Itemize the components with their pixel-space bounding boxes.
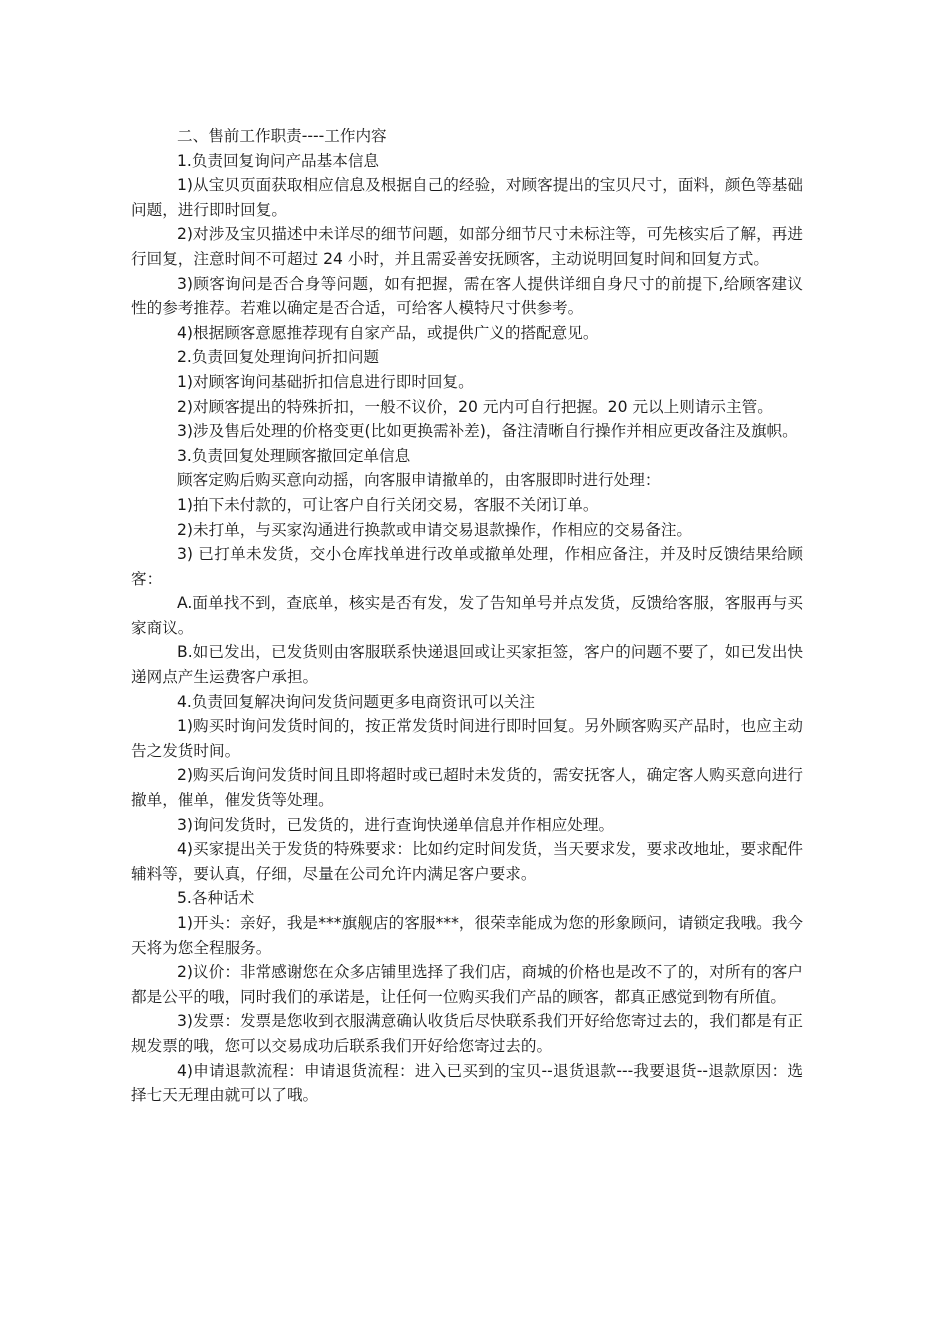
subsection-heading: 1.负责回复询问产品基本信息	[177, 151, 380, 170]
paragraph: 2)对涉及宝贝描述中未详尽的细节问题，如部分细节尺寸未标注等，可先核实后了解，再进行回复，注意时间不可超过 24 小时，并且需妥善安抚顾客，主动说明回复时间和回复方式。	[131, 225, 803, 268]
paragraph: 1)对顾客询问基础折扣信息进行即时回复。	[177, 372, 474, 391]
subsection-heading: 5.各种话术	[177, 889, 255, 908]
paragraph: 1)开头：亲好，我是***旗舰店的客服***，很荣幸能成为您的形象顾问，请锁定我哦。我今天将为您全程服务。	[131, 914, 803, 957]
paragraph: 4)买家提出关于发货的特殊要求：比如约定时间发货，当天要求发，要求改地址，要求配件辅料等，要认真，仔细，尽量在公司允许内满足客户要求。	[131, 840, 803, 883]
paragraph: 3)涉及售后处理的价格变更(比如更换需补差)，备注清晰自行操作并相应更改备注及旗帜。	[177, 422, 798, 441]
paragraph: 3)发票：发票是您收到衣服满意确认收货后尽快联系我们开好给您寄过去的，我们都是有正规发票的哦，您可以交易成功后联系我们开好给您寄过去的。	[131, 1012, 803, 1055]
paragraph: 3)询问发货时，已发货的，进行查询快递单信息并作相应处理。	[177, 815, 615, 834]
paragraph: 2)对顾客提出的特殊折扣，一般不议价，20 元内可自行把握。20 元以上则请示主管。	[177, 397, 773, 416]
document-body	[131, 124, 803, 1108]
paragraph: B.如已发出，已发货则由客服联系快递退回或让买家拒签，客户的问题不要了，如已发出快递网点产生运费客户承担。	[131, 643, 803, 687]
paragraph: 顾客定购后购买意向动摇，向客服申请撤单的，由客服即时进行处理：	[177, 471, 661, 490]
subsection-heading: 4.负责回复解决询问发货问题更多电商资讯可以关注	[177, 692, 535, 711]
paragraph: 2)购买后询问发货时间且即将超时或已超时未发货的，需安抚客人，确定客人购买意向进行撤单，催单，催发货等处理。	[131, 766, 803, 810]
paragraph: 2)未打单，与买家沟通进行换款或申请交易退款操作，作相应的交易备注。	[177, 520, 693, 539]
paragraph: 3) 已打单未发货，交小仓库找单进行改单或撤单处理，作相应备注，并及时反馈结果给顾客：	[131, 545, 803, 588]
paragraph: 1)拍下未付款的，可让客户自行关闭交易，客服不关闭订单。	[177, 495, 599, 514]
paragraph: 3)顾客询问是否合身等问题，如有把握，需在客人提供详细自身尺寸的前提下,给顾客建议性的参考推荐。若难以确定是否合适，可给客人模特尺寸供参考。	[131, 274, 803, 318]
paragraph: A.面单找不到，查底单，核实是否有发，发了告知单号并点发货，反馈给客服，客服再与买家商议。	[131, 594, 803, 637]
section-heading: 二、售前工作职责----工作内容	[177, 127, 387, 145]
paragraph: 1)购买时询问发货时间的，按正常发货时间进行即时回复。另外顾客购买产品时，也应主动告之发货时间。	[131, 717, 803, 760]
subsection-heading: 2.负责回复处理询问折扣问题	[177, 348, 380, 367]
paragraph: 4)根据顾客意愿推荐现有自家产品，或提供广义的搭配意见。	[177, 323, 599, 342]
paragraph: 1)从宝贝页面获取相应信息及根据自己的经验，对顾客提出的宝贝尺寸，面料，颜色等基础问题，进行即时回复。	[131, 176, 803, 219]
paragraph: 2)议价：非常感谢您在众多店铺里选择了我们店，商城的价格也是改不了的，对所有的客户都是公平的哦，同时我们的承诺是，让任何一位购买我们产品的顾客，都真正感觉到物有所值。	[131, 963, 803, 1006]
paragraph: 4)申请退款流程：申请退货流程：进入已买到的宝贝--退货退款---我要退货--退款原因：选择七天无理由就可以了哦。	[131, 1061, 803, 1105]
subsection-heading: 3.负责回复处理顾客撤回定单信息	[177, 446, 411, 465]
